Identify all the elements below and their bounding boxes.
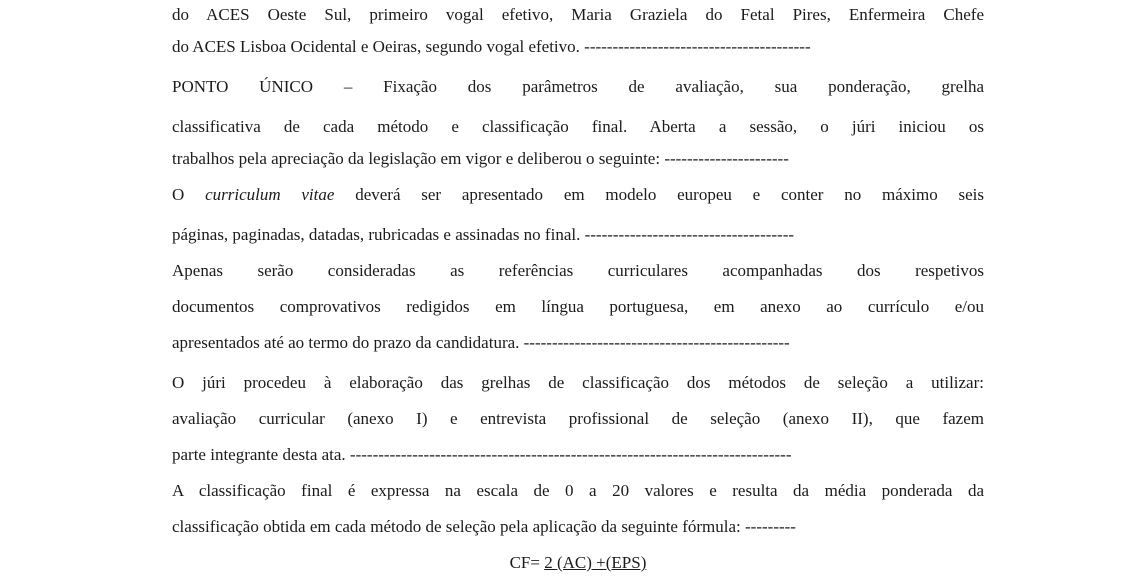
text-segment: O xyxy=(172,185,206,204)
text-segment: PONTO ÚNICO – Fixação dos parâmetros de avaliação, sua ponderação, grelha xyxy=(172,77,984,96)
text-segment: deverá ser apresentado em modelo europeu e conter no máximo seis xyxy=(334,185,984,204)
text-line xyxy=(172,223,794,247)
text-line xyxy=(172,3,984,27)
document-page xyxy=(172,0,984,580)
text-line xyxy=(172,479,984,503)
text-line xyxy=(172,183,984,207)
text-line xyxy=(172,115,984,139)
text-segment: classificativa de cada método e classificação final. Aberta a sessão, o júri iniciou os xyxy=(172,117,984,136)
text-line xyxy=(172,443,792,467)
text-segment: páginas, paginadas, datadas, rubricadas e assinadas no final. ------------------------------------- xyxy=(172,225,795,244)
text-line xyxy=(172,147,789,171)
text-segment: do ACES Lisboa Ocidental e Oeiras, segundo vogal efetivo. ---------------------------------------- xyxy=(172,37,811,56)
text-segment: trabalhos pela apreciação da legislação em vigor e deliberou o seguinte: ---------------------- xyxy=(172,149,789,168)
text-segment: classificação obtida em cada método de seleção pela aplicação da seguinte fórmula: --------- xyxy=(172,517,796,536)
formula-expression: 2 (AC) +(EPS) xyxy=(544,553,647,572)
text-line xyxy=(172,35,811,59)
text-segment: do ACES Oeste Sul, primeiro vogal efetivo, Maria Graziela do Fetal Pires, Enfermeira Chefe xyxy=(172,5,984,24)
text-line xyxy=(172,407,984,431)
text-line xyxy=(172,75,984,99)
text-segment: parte integrante desta ata. ------------------------------------------------------------------------------ xyxy=(172,445,792,464)
italic-term: curriculum vitae xyxy=(205,185,335,204)
text-line xyxy=(172,515,796,539)
formula xyxy=(172,551,984,575)
formula-prefix: CF= xyxy=(509,553,545,572)
text-line xyxy=(172,371,984,395)
text-segment: avaliação curricular (anexo I) e entrevista profissional de seleção (anexo II), que fazem xyxy=(172,409,984,428)
text-segment: Apenas serão consideradas as referências curriculares acompanhadas dos respetivos xyxy=(172,261,984,280)
text-segment: apresentados até ao termo do prazo da candidatura. ----------------------------------------------- xyxy=(172,333,790,352)
text-line xyxy=(172,259,984,283)
text-segment: A classificação final é expressa na escala de 0 a 20 valores e resulta da média ponderada da xyxy=(172,481,984,500)
text-segment: O júri procedeu à elaboração das grelhas de classificação dos métodos de seleção a utilizar: xyxy=(172,373,984,392)
text-line xyxy=(172,295,984,319)
text-line xyxy=(172,331,790,355)
text-segment: documentos comprovativos redigidos em língua portuguesa, em anexo ao currículo e/ou xyxy=(172,297,984,316)
